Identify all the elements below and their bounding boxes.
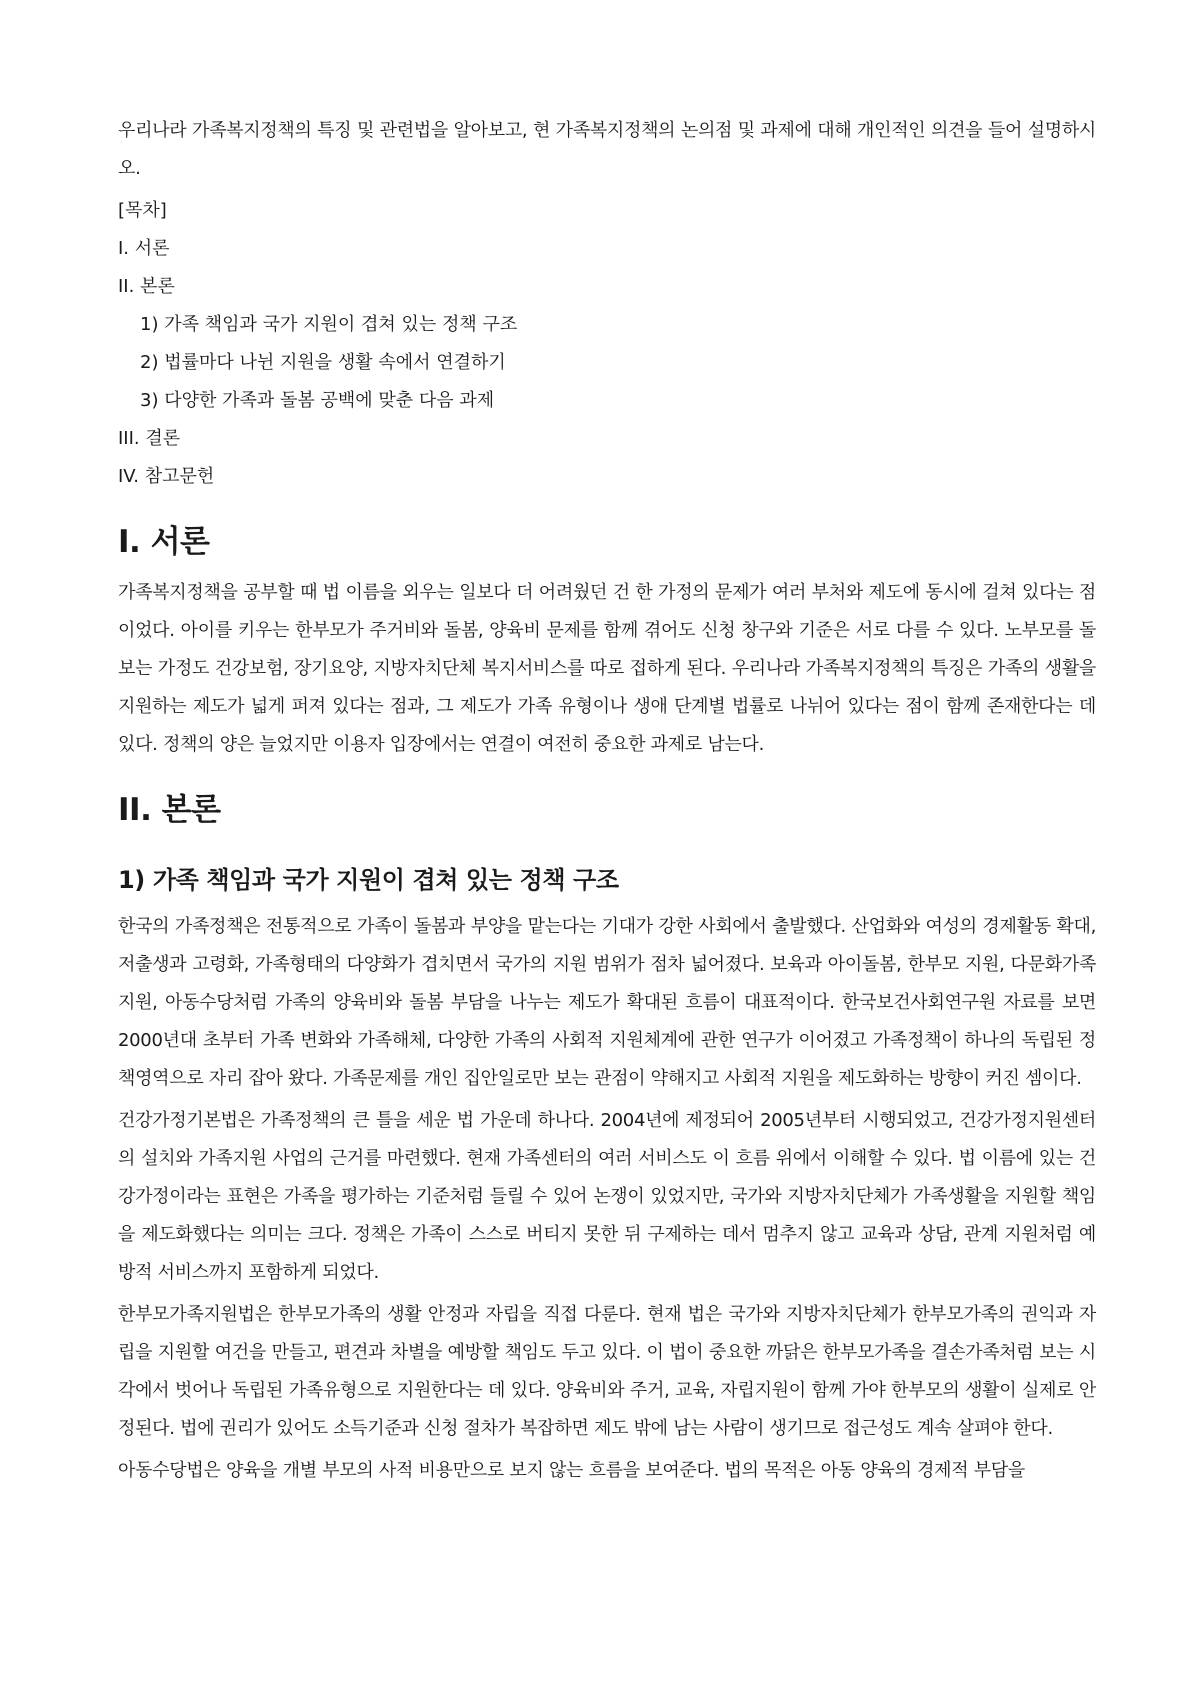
section-heading-intro: I. 서론	[118, 524, 210, 560]
body-paragraph: 한부모가족지원법은 한부모가족의 생활 안정과 자립을 직접 다룬다. 현재 법은 국가와 지방자치단체가 한부모가족의 권익과 자립을 지원할 여건을 만들고, 편견과 차별을 예방할 책임도 두고 있다. 이 법이 중요한 까닭은 한부모가족을 결손가족처럼 보는 시각에서 벗어나 독립된 가족유형으로 지원한다는 데 있다. 양육비와 주거, 교육, 자립지원이 함께 가야 한부모의 생활이 실제로 안정된다. 법에 권리가 있어도 소득기준과 신청 절차가 복잡하면 제도 밖에 남는 사람이 생기므로 접근성도 계속 살펴야 한다.	[118, 1304, 1096, 1439]
assignment-prompt: 우리나라 가족복지정책의 특징 및 관련법을 알아보고, 현 가족복지정책의 논의점 및 과제에 대해 개인적인 의견을 들어 설명하시오.	[118, 120, 1096, 179]
toc-item-references: IV. 참고문헌	[118, 466, 215, 487]
body-paragraph: 한국의 가족정책은 전통적으로 가족이 돌봄과 부양을 맡는다는 기대가 강한 사회에서 출발했다. 산업화와 여성의 경제활동 확대, 저출생과 고령화, 가족형태의 다양화가 겹치면서 국가의 지원 범위가 점차 넓어졌다. 보육과 아이돌봄, 한부모 지원, 다문화가족 지원, 아동수당처럼 가족의 양육비와 돌봄 부담을 나누는 제도가 확대된 흐름이 대표적이다. 한국보건사회연구원 자료를 보면 2000년대 초부터 가족 변화와 가족해체, 다양한 가족의 사회적 지원체계에 관한 연구가 이어졌고 가족정책이 하나의 독립된 정책영역으로 자리 잡아 왔다. 가족문제를 개인 집안일로만 보는 관점이 약해지고 사회적 지원을 제도화하는 방향이 커진 셈이다.	[118, 916, 1096, 1089]
table-of-contents	[118, 192, 1096, 496]
body-paragraph: 건강가정기본법은 가족정책의 큰 틀을 세운 법 가운데 하나다. 2004년에 제정되어 2005년부터 시행되었고, 건강가정지원센터의 설치와 가족지원 사업의 근거를 마련했다. 현재 가족센터의 여러 서비스도 이 흐름 위에서 이해할 수 있다. 법 이름에 있는 건강가정이라는 표현은 가족을 평가하는 기준처럼 들릴 수 있어 논쟁이 있었지만, 국가와 지방자치단체가 가족생활을 지원할 책임을 제도화했다는 의미는 크다. 정책은 가족이 스스로 버티지 못한 뒤 구제하는 데서 멈추지 않고 교육과 상담, 관계 지원처럼 예방적 서비스까지 포함하게 되었다.	[118, 1110, 1096, 1283]
body-paragraph: 아동수당법은 양육을 개별 부모의 사적 비용만으로 보지 않는 흐름을 보여준다. 법의 목적은 아동 양육의 경제적 부담을	[118, 1460, 1025, 1481]
section-heading-body: II. 본론	[118, 792, 221, 828]
toc-item-body-3: 3) 다양한 가족과 돌봄 공백에 맞춘 다음 과제	[140, 390, 495, 411]
intro-paragraph: 가족복지정책을 공부할 때 법 이름을 외우는 일보다 더 어려웠던 건 한 가정의 문제가 여러 부처와 제도에 동시에 걸쳐 있다는 점이었다. 아이를 키우는 한부모가 주거비와 돌봄, 양육비 문제를 함께 겪어도 신청 창구와 기준은 서로 다를 수 있다. 노부모를 돌보는 가정도 건강보험, 장기요양, 지방자치단체 복지서비스를 따로 접하게 된다. 우리나라 가족복지정책의 특징은 가족의 생활을 지원하는 제도가 넓게 퍼져 있다는 점과, 그 제도가 가족 유형이나 생애 단계별 법률로 나뉘어 있다는 점이 함께 존재한다는 데 있다. 정책의 양은 늘었지만 이용자 입장에서는 연결이 여전히 중요한 과제로 남는다.	[118, 582, 1096, 755]
toc-item-conclusion: III. 결론	[118, 428, 181, 449]
toc-title: [목차]	[118, 200, 167, 221]
toc-item-body: II. 본론	[118, 276, 175, 297]
toc-item-intro: I. 서론	[118, 238, 170, 259]
toc-item-body-2: 2) 법률마다 나뉜 지원을 생활 속에서 연결하기	[140, 352, 506, 373]
subsection-heading-1: 1) 가족 책임과 국가 지원이 겹쳐 있는 정책 구조	[118, 866, 619, 894]
toc-item-body-1: 1) 가족 책임과 국가 지원이 겹쳐 있는 정책 구조	[140, 314, 518, 335]
